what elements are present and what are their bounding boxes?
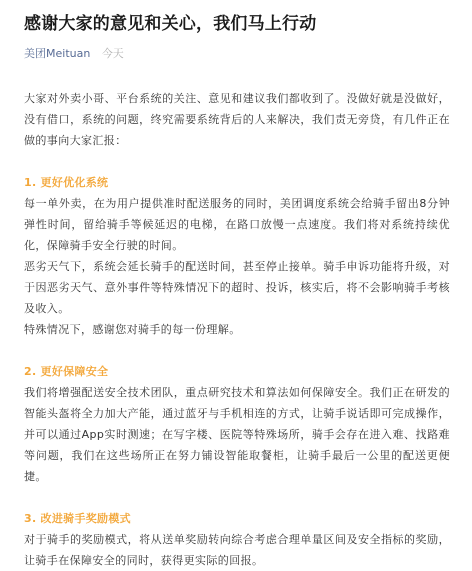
article-body <box>24 88 450 571</box>
section-heading: 1. 更好优化系统 <box>24 176 109 189</box>
author-link[interactable]: 美团Meituan <box>24 47 91 60</box>
section-heading: 2. 更好保障安全 <box>24 365 109 378</box>
section-paragraph: 特殊情况下，感谢您对骑手的每一份理解。 <box>24 323 241 336</box>
section-paragraph: 恶劣天气下，系统会延长骑手的配送时间，甚至停止接单。骑手申诉功能将升级，对于因恶劣天气、意外事件等特殊情况下的超时、投诉，核实后，将不会影响骑手考核及收入。 <box>24 260 450 315</box>
section-heading: 3. 改进骑手奖励模式 <box>24 512 131 525</box>
publish-time: 今天 <box>101 47 124 60</box>
intro-paragraph: 大家对外卖小哥、平台系统的关注、意见和建议我们都收到了。没做好就是没做好，没有借口，系统的问题，终究需要系统背后的人来解决，我们责无旁贷，有几件正在做的事向大家汇报： <box>24 92 450 147</box>
section-paragraph: 对于骑手的奖励模式，将从送单奖励转向综合考虑合理单量区间及安全指标的奖励，让骑手在保障安全的同时，获得更实际的回报。 <box>24 533 450 567</box>
section-paragraph: 我们将增强配送安全技术团队，重点研究技术和算法如何保障安全。我们正在研发的智能头盔将全力加大产能，通过蓝牙与手机相连的方式，让骑手说话即可完成操作，并可以通过App实时测速；在写字楼、医院等特殊场所，骑手会存在进入难、找路难等问题，我们在这些场所正在努力铺设智能取餐柜，让骑手最后一公里的配送更便捷。 <box>24 386 450 483</box>
section-paragraph: 每一单外卖，在为用户提供准时配送服务的同时，美团调度系统会给骑手留出8分钟弹性时间，留给骑手等候延迟的电梯，在路口放慢一点速度。我们将对系统持续优化，保障骑手安全行驶的时间。 <box>24 197 450 252</box>
article-title: 感谢大家的意见和关心，我们马上行动 <box>24 14 317 34</box>
article-meta <box>24 46 450 62</box>
